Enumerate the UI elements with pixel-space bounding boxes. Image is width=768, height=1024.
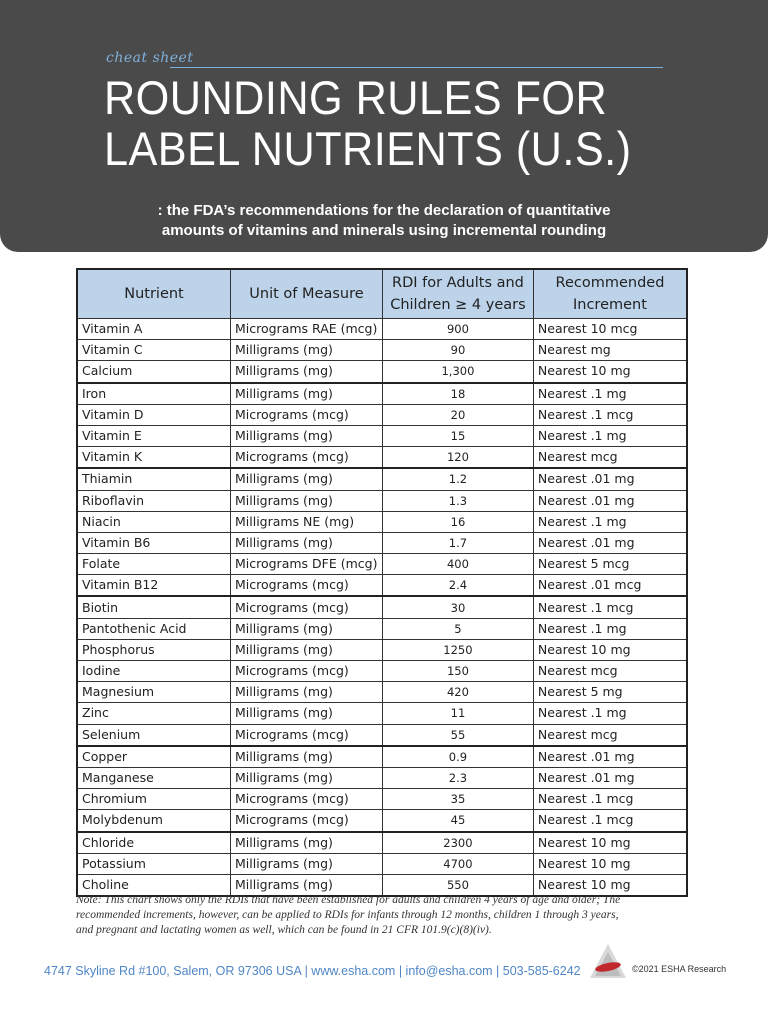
cell-unit: Micrograms (mcg) (230, 404, 382, 425)
cell-unit: Milligrams (mg) (230, 468, 382, 490)
cell-rdi: 1.7 (382, 532, 533, 553)
footnote-line-2: recommended increments, however, can be applied to RDIs for infants through 12 months, children 1 through 3 years, (76, 909, 619, 921)
cell-increment: Nearest .01 mg (533, 746, 687, 768)
cell-nutrient: Manganese (77, 767, 230, 788)
cell-unit: Milligrams (mg) (230, 383, 382, 405)
table-row (77, 511, 687, 532)
cell-unit: Micrograms DFE (mcg) (230, 554, 382, 575)
cell-increment: Nearest .01 mg (533, 767, 687, 788)
cell-nutrient: Potassium (77, 853, 230, 874)
cell-rdi: 400 (382, 554, 533, 575)
cell-increment: Nearest .1 mcg (533, 596, 687, 618)
cell-nutrient: Copper (77, 746, 230, 768)
cell-increment: Nearest 5 mcg (533, 554, 687, 575)
cell-nutrient: Selenium (77, 724, 230, 746)
cell-nutrient: Vitamin C (77, 340, 230, 361)
cell-unit: Micrograms (mcg) (230, 447, 382, 469)
cell-rdi: 150 (382, 661, 533, 682)
esha-logo-icon (588, 942, 628, 982)
cell-unit: Micrograms (mcg) (230, 789, 382, 810)
cell-increment: Nearest .01 mg (533, 468, 687, 490)
cell-nutrient: Vitamin B12 (77, 575, 230, 597)
cell-increment: Nearest .1 mg (533, 425, 687, 446)
cell-unit: Micrograms (mcg) (230, 810, 382, 832)
table-row (77, 853, 687, 874)
cell-rdi: 120 (382, 447, 533, 469)
table-row (77, 767, 687, 788)
cell-rdi: 5 (382, 618, 533, 639)
cell-nutrient: Thiamin (77, 468, 230, 490)
cell-nutrient: Vitamin D (77, 404, 230, 425)
cell-nutrient: Riboflavin (77, 490, 230, 511)
cell-unit: Milligrams (mg) (230, 618, 382, 639)
cell-increment: Nearest .1 mg (533, 618, 687, 639)
cell-increment: Nearest mcg (533, 661, 687, 682)
cell-increment: Nearest .1 mg (533, 703, 687, 724)
cell-rdi: 1.3 (382, 490, 533, 511)
header-unit: Unit of Measure (230, 269, 382, 319)
contact-info: 4747 Skyline Rd #100, Salem, OR 97306 USA | www.esha.com | info@esha.com | 503-585-6242 (44, 964, 581, 978)
cell-rdi: 16 (382, 511, 533, 532)
table-row (77, 810, 687, 832)
cell-increment: Nearest 10 mg (533, 874, 687, 896)
cheat-sheet-label: cheat sheet (106, 50, 194, 66)
cell-rdi: 55 (382, 724, 533, 746)
cell-rdi: 420 (382, 682, 533, 703)
table-row (77, 383, 687, 405)
table-row (77, 618, 687, 639)
table-row (77, 490, 687, 511)
cell-unit: Milligrams (mg) (230, 853, 382, 874)
table-row (77, 575, 687, 597)
cell-nutrient: Biotin (77, 596, 230, 618)
cell-rdi: 15 (382, 425, 533, 446)
cell-increment: Nearest .1 mcg (533, 789, 687, 810)
cell-nutrient: Pantothenic Acid (77, 618, 230, 639)
cell-nutrient: Chromium (77, 789, 230, 810)
cell-unit: Milligrams (mg) (230, 639, 382, 660)
table-row (77, 468, 687, 490)
table-row (77, 340, 687, 361)
page-subtitle (0, 201, 768, 241)
cell-rdi: 2.4 (382, 575, 533, 597)
header-rule (170, 67, 663, 68)
cell-increment: Nearest .1 mg (533, 383, 687, 405)
page-title (104, 72, 677, 174)
cell-rdi: 1250 (382, 639, 533, 660)
header-banner (0, 0, 768, 252)
table-row (77, 724, 687, 746)
cell-unit: Milligrams (mg) (230, 767, 382, 788)
header-nutrient: Nutrient (77, 269, 230, 319)
cell-increment: Nearest .1 mcg (533, 404, 687, 425)
subtitle-line-2: amounts of vitamins and minerals using incremental rounding (161, 222, 607, 239)
cell-rdi: 18 (382, 383, 533, 405)
cell-rdi: 1.2 (382, 468, 533, 490)
table-row (77, 532, 687, 553)
footnote-line-1: Note: This chart shows only the RDIs that have been established for adults and children 4 years of age and older; The (76, 894, 621, 906)
cell-nutrient: Folate (77, 554, 230, 575)
cell-unit: Milligrams (mg) (230, 746, 382, 768)
cell-increment: Nearest .01 mg (533, 490, 687, 511)
header-increment: Recommended Increment (533, 269, 687, 319)
cell-nutrient: Magnesium (77, 682, 230, 703)
cell-nutrient: Iron (77, 383, 230, 405)
subtitle-line-1: : the FDA’s recommendations for the declaration of quantitative (157, 202, 611, 219)
cell-increment: Nearest 10 mg (533, 361, 687, 383)
cell-rdi: 900 (382, 319, 533, 340)
cell-rdi: 2300 (382, 832, 533, 854)
cell-unit: Micrograms RAE (mcg) (230, 319, 382, 340)
cell-increment: Nearest .01 mcg (533, 575, 687, 597)
cell-rdi: 11 (382, 703, 533, 724)
cell-increment: Nearest 10 mcg (533, 319, 687, 340)
cell-unit: Milligrams (mg) (230, 532, 382, 553)
cell-unit: Milligrams (mg) (230, 832, 382, 854)
cell-increment: Nearest 10 mg (533, 832, 687, 854)
cell-unit: Milligrams (mg) (230, 340, 382, 361)
table-row (77, 746, 687, 768)
table-row (77, 404, 687, 425)
cell-rdi: 30 (382, 596, 533, 618)
table-row (77, 596, 687, 618)
cell-nutrient: Vitamin B6 (77, 532, 230, 553)
header-rdi: RDI for Adults and Children ≥ 4 years (382, 269, 533, 319)
cell-nutrient: Iodine (77, 661, 230, 682)
cell-increment: Nearest 10 mg (533, 639, 687, 660)
cell-nutrient: Vitamin A (77, 319, 230, 340)
table-row (77, 319, 687, 340)
cell-rdi: 20 (382, 404, 533, 425)
table-row (77, 639, 687, 660)
copyright: ©2021 ESHA Research (632, 964, 727, 974)
table-body (77, 319, 687, 897)
cell-unit: Milligrams (mg) (230, 425, 382, 446)
cell-nutrient: Vitamin K (77, 447, 230, 469)
table-row (77, 447, 687, 469)
cell-rdi: 45 (382, 810, 533, 832)
table-header-row (77, 269, 687, 319)
cell-nutrient: Niacin (77, 511, 230, 532)
table-row (77, 425, 687, 446)
cell-unit: Micrograms (mcg) (230, 596, 382, 618)
cell-unit: Micrograms (mcg) (230, 661, 382, 682)
cell-nutrient: Zinc (77, 703, 230, 724)
cell-increment: Nearest 10 mg (533, 853, 687, 874)
cell-nutrient: Molybdenum (77, 810, 230, 832)
cell-unit: Micrograms (mcg) (230, 575, 382, 597)
cell-increment: Nearest mcg (533, 724, 687, 746)
table-row (77, 554, 687, 575)
rounding-rules-table (76, 268, 688, 897)
cell-unit: Milligrams (mg) (230, 682, 382, 703)
cell-unit: Micrograms (mcg) (230, 724, 382, 746)
cell-increment: Nearest .1 mcg (533, 810, 687, 832)
table-row (77, 361, 687, 383)
title-line-1: ROUNDING RULES FOR (104, 71, 608, 124)
cell-rdi: 35 (382, 789, 533, 810)
cell-increment: Nearest mg (533, 340, 687, 361)
footnote-line-3: and pregnant and lactating women as well, which can be found in 21 CFR 101.9(c)(8)(iv). (76, 924, 492, 936)
cell-rdi: 2.3 (382, 767, 533, 788)
cell-rdi: 1,300 (382, 361, 533, 383)
table-row (77, 832, 687, 854)
cell-nutrient: Choline (77, 874, 230, 896)
cell-nutrient: Phosphorus (77, 639, 230, 660)
cell-unit: Milligrams (mg) (230, 361, 382, 383)
table-row (77, 789, 687, 810)
cell-rdi: 90 (382, 340, 533, 361)
cell-unit: Milligrams (mg) (230, 874, 382, 896)
cell-rdi: 4700 (382, 853, 533, 874)
cell-increment: Nearest mcg (533, 447, 687, 469)
cell-increment: Nearest .01 mg (533, 532, 687, 553)
cell-rdi: 0.9 (382, 746, 533, 768)
cell-nutrient: Chloride (77, 832, 230, 854)
table-row (77, 661, 687, 682)
cell-increment: Nearest .1 mg (533, 511, 687, 532)
footnote (76, 893, 696, 938)
cell-unit: Milligrams NE (mg) (230, 511, 382, 532)
cell-nutrient: Calcium (77, 361, 230, 383)
cell-rdi: 550 (382, 874, 533, 896)
cell-increment: Nearest 5 mg (533, 682, 687, 703)
title-line-2: LABEL NUTRIENTS (U.S.) (104, 122, 632, 175)
cell-unit: Milligrams (mg) (230, 703, 382, 724)
cell-unit: Milligrams (mg) (230, 490, 382, 511)
table-row (77, 682, 687, 703)
table-row (77, 703, 687, 724)
cell-nutrient: Vitamin E (77, 425, 230, 446)
